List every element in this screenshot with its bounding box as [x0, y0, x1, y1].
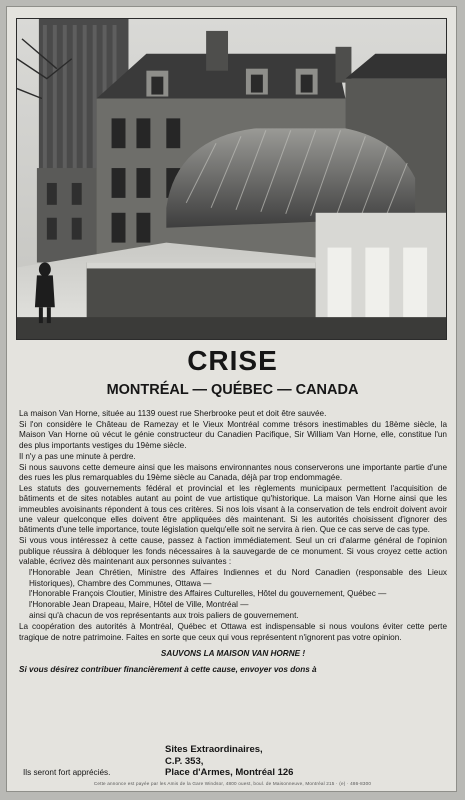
newspaper-ad — [6, 6, 457, 792]
ad-body — [19, 409, 447, 676]
mailing-address — [165, 744, 293, 779]
thanks-note: Ils seront fort appréciés. — [23, 768, 111, 777]
recipient: l'Honorable Jean Drapeau, Maire, Hôtel de Ville, Montréal — — [29, 600, 249, 610]
recipient: ainsi qu'à chacun de vos représentants aux trois paliers de gouvernement. — [29, 611, 299, 621]
recipient: l'Honorable François Cloutier, Ministre des Affaires Culturelles, Hôtel du gouvernement, Québec — — [29, 589, 387, 599]
subheadline: MONTRÉAL — QUÉBEC — CANADA — [106, 382, 359, 398]
closing-paragraph: La coopération des autorités à Montréal, Québec et Ottawa est indispensable si nous voulons éviter cette perte tragique de notre patrimoine. Faites en sorte que ceux qui vous représentent n'ignorent pas votre opinion. — [19, 622, 447, 642]
slogan: SAUVONS LA MAISON VAN HORNE ! — [160, 648, 306, 658]
paragraph: Si nous sauvons cette demeure ainsi que les maisons environnantes nous conserverons une importante partie d'une des rues les plus remarquables du 19ème siècle au Canada, déjà par trop endommagée. — [19, 462, 447, 482]
paragraph: Il n'y a pas une minute à perdre. — [19, 451, 136, 461]
address-line: Sites Extraordinaires, — [165, 744, 263, 755]
paragraph: La maison Van Horne, située au 1139 ouest rue Sherbrooke peut et doit être sauvée. — [19, 409, 327, 418]
address-line: C.P. 353, — [165, 755, 204, 767]
photo-illustration — [17, 19, 446, 339]
paragraph: Si vous vous intéressez à cette cause, passez à l'action immédiatement. Seul un cri d'alarme général de l'opinion publique réussira à débloquer les fonds nécessaires à la sauvegarde de ce monument. Si vous croyez cette action valable, écrivez dès maintenant aux personnes suivantes : — [19, 536, 447, 567]
recipient: l'Honorable Jean Chrétien, Ministre des Affaires Indiennes et du Nord Canadien (responsable des Lieux Historiques), Chambre des Communes, Ottawa — — [29, 568, 447, 588]
paragraph: Si l'on considère le Château de Ramezay et le Vieux Montréal comme trésors inestimables du 18ème siècle, la Maison Van Horne où vécut le génie constructeur du Canadien Pacifique, Sir William Van Horne, elle, constitue l'un des plus importants vestiges du 19ème siècle. — [19, 419, 447, 450]
donation-call: Si vous désirez contribuer financièrement à cette cause, envoyer vos dons à — [19, 665, 317, 675]
paragraph: Les statuts des gouvernements fédéral et provincial et les règlements municipaux permettent l'acquisition de bâtiments et de sites notables autant au point de vue artistique qu'historique. La maison Van Horne ainsi que les immeubles avoisinants répondent à tous ces critères. Si nos lois visant à la conservation de tels endroit doivent avoir une valeur quelconque elles doivent être appliquées dès maintenant. Si les autorités choisissent d'ignorer des bâtiments d'une telle importance, toute législation quelqu'elle soit ne servira à rien. Que ce cas serve de cas type. — [19, 483, 447, 535]
address-line: Place d'Armes, Montréal 126 — [165, 767, 294, 778]
headline: CRISE — [187, 345, 278, 376]
van-horne-house-photo — [16, 18, 447, 340]
sponsor-footnote: Cette annonce est payée par les Amis de la Gare Windsor, 4800 ouest, boul. de Maisonneuve, Montréal 215 · (e) · 486-8300 — [93, 781, 372, 786]
